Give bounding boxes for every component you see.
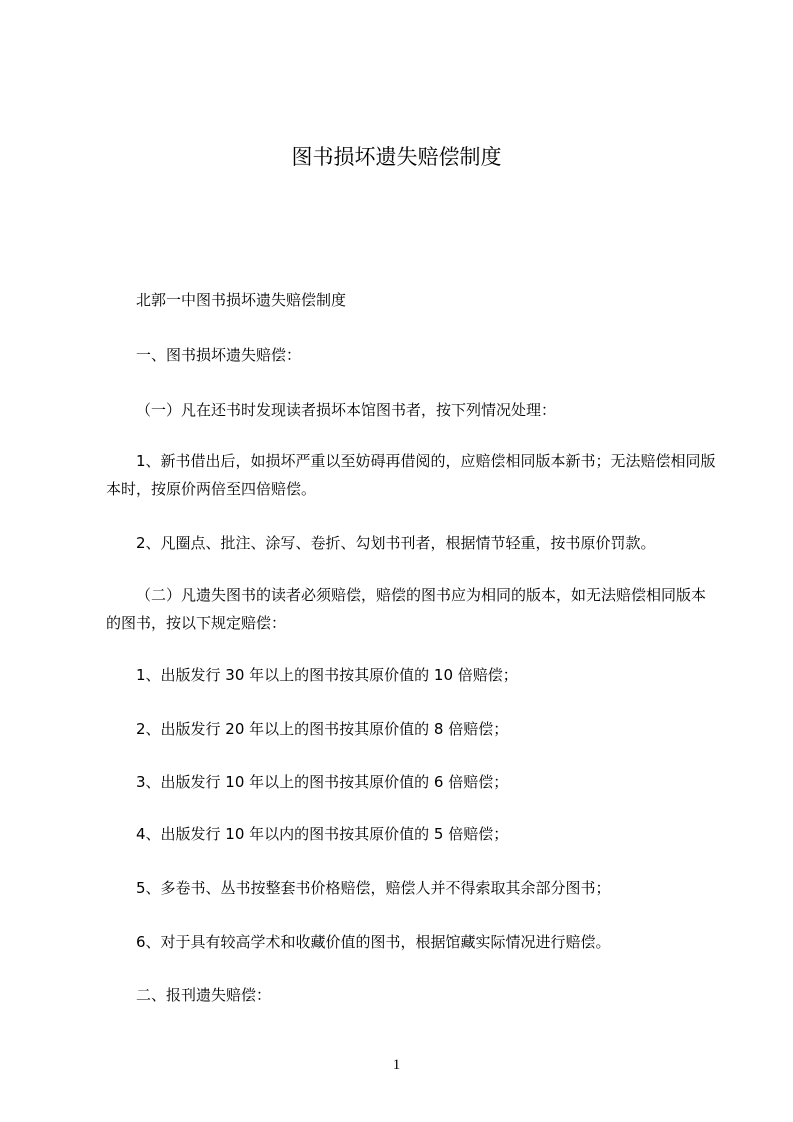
subsection-heading-1: （一）凡在还书时发现读者损坏本馆图书者，按下列情况处理： [136,401,557,419]
paragraph-subtitle: 北郭一中图书损坏遗失赔偿制度 [136,291,347,309]
rule-paragraph: 5、多卷书、丛书按整套书价格赔偿，赔偿人并不得索取其余部分图书； [136,879,611,897]
rule-paragraph: 2、出版发行 20 年以上的图书按其原价值的 8 倍赔偿； [136,720,509,738]
subsection-heading-2: （二）凡遗失图书的读者必须赔偿，赔偿的图书应为相同的版本，如无法赔偿相同版本的图书，按以下规定赔偿： [106,586,707,632]
rule-paragraph: 2、凡圈点、批注、涂写、卷折、勾划书刊者，根据情节轻重，按书原价罚款。 [136,534,656,552]
rule-paragraph: 3、出版发行 10 年以上的图书按其原价值的 6 倍赔偿； [136,773,509,791]
section-heading-2: 二、报刊遗失赔偿： [136,986,272,1004]
rule-paragraph: 4、出版发行 10 年以内的图书按其原价值的 5 倍赔偿； [136,825,509,843]
rule-paragraph: 1、出版发行 30 年以上的图书按其原价值的 10 倍赔偿； [136,666,518,684]
rule-paragraph: 6、对于具有较高学术和收藏价值的图书，根据馆藏实际情况进行赔偿。 [136,933,611,951]
document-title: 图书损坏遗失赔偿制度 [291,145,502,169]
page-number: 1 [392,1057,401,1073]
rule-paragraph: 1、新书借出后，如损坏严重以至妨碍再借阅的，应赔偿相同版本新书；无法赔偿相同版本时，按原价两倍至四倍赔偿。 [106,452,716,498]
section-heading-1: 一、图书损坏遗失赔偿： [136,346,302,364]
